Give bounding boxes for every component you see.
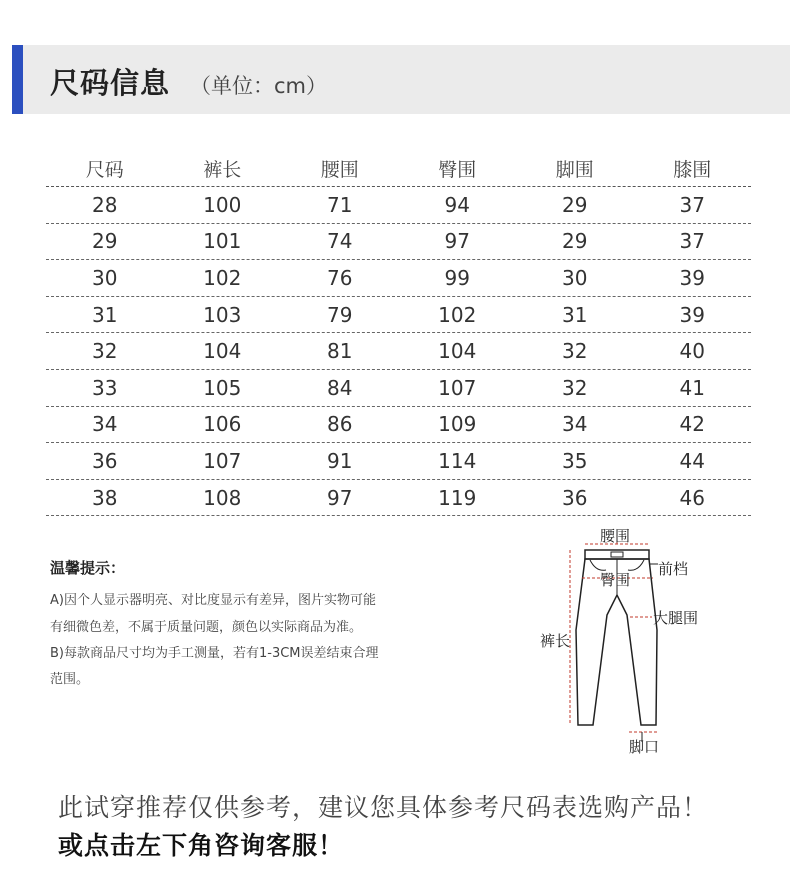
table-cell: 31 <box>92 302 118 327</box>
table-cell: 46 <box>679 485 705 510</box>
table-cell: 74 <box>327 229 353 254</box>
table-cell: 119 <box>438 485 477 510</box>
table-cell: 31 <box>562 302 588 327</box>
table-row <box>46 333 751 370</box>
table-cell: 100 <box>203 192 242 217</box>
table-cell: 38 <box>92 485 118 510</box>
table-cell: 71 <box>327 192 353 217</box>
table-cell: 109 <box>438 412 477 437</box>
table-cell: 76 <box>327 265 353 290</box>
table-cell: 30 <box>562 265 588 290</box>
table-cell: 36 <box>92 448 118 473</box>
tip-line: 范围。 <box>50 672 90 687</box>
table-cell: 42 <box>679 412 705 437</box>
table-row <box>46 260 751 297</box>
table-header-row <box>46 150 751 187</box>
diagram-label-waist: 腰围 <box>600 527 631 545</box>
table-body <box>46 187 751 516</box>
table-cell: 29 <box>92 229 118 254</box>
column-header: 臀围 <box>438 158 477 181</box>
table-row <box>46 297 751 334</box>
table-cell: 108 <box>203 485 242 510</box>
column-header: 腰围 <box>320 158 359 181</box>
table-row <box>46 443 751 480</box>
table-cell: 29 <box>562 192 588 217</box>
table-cell: 33 <box>92 375 118 400</box>
tip-line: A)因个人显示器明亮、对比度显示有差异，图片实物可能 <box>50 593 376 608</box>
diagram-label-length: 裤长 <box>540 632 571 650</box>
table-cell: 34 <box>562 412 588 437</box>
table-cell: 29 <box>562 229 588 254</box>
footer-contact-prompt: 或点击左下角咨询客服！ <box>58 831 345 860</box>
table-cell: 104 <box>438 339 477 364</box>
column-header: 膝围 <box>673 158 712 181</box>
table-cell: 36 <box>562 485 588 510</box>
table-cell: 79 <box>327 302 353 327</box>
table-cell: 86 <box>327 412 353 437</box>
table-cell: 41 <box>679 375 705 400</box>
table-cell: 101 <box>203 229 242 254</box>
table-cell: 103 <box>203 302 242 327</box>
table-cell: 39 <box>679 302 705 327</box>
table-row <box>46 187 751 224</box>
table-cell: 105 <box>203 375 242 400</box>
size-table <box>46 150 751 516</box>
column-header: 裤长 <box>203 158 242 181</box>
table-cell: 32 <box>92 339 118 364</box>
table-cell: 39 <box>679 265 705 290</box>
table-cell: 35 <box>562 448 588 473</box>
header-accent-bar <box>12 45 23 114</box>
table-cell: 84 <box>327 375 353 400</box>
table-cell: 30 <box>92 265 118 290</box>
table-cell: 99 <box>444 265 470 290</box>
table-cell: 34 <box>92 412 118 437</box>
table-row <box>46 407 751 444</box>
diagram-label-hem: 脚口 <box>629 738 660 756</box>
table-cell: 32 <box>562 375 588 400</box>
table-cell: 32 <box>562 339 588 364</box>
table-cell: 81 <box>327 339 353 364</box>
table-cell: 107 <box>203 448 242 473</box>
tips-title: 温馨提示： <box>50 559 126 577</box>
table-cell: 114 <box>438 448 477 473</box>
table-row <box>46 370 751 407</box>
table-cell: 97 <box>444 229 470 254</box>
unit-note: （单位：cm） <box>190 74 328 98</box>
table-cell: 97 <box>327 485 353 510</box>
pants-measurement-diagram <box>530 520 730 760</box>
section-header <box>12 45 790 114</box>
diagram-label-hip: 臀围 <box>600 571 631 589</box>
table-cell: 104 <box>203 339 242 364</box>
table-cell: 37 <box>679 192 705 217</box>
table-cell: 44 <box>679 448 705 473</box>
column-header: 脚围 <box>555 158 594 181</box>
diagram-label-front-rise: 前档 <box>658 560 689 578</box>
table-row <box>46 224 751 261</box>
section-title: 尺码信息 <box>50 66 171 100</box>
table-cell: 102 <box>203 265 242 290</box>
diagram-label-thigh: 大腿围 <box>653 609 699 627</box>
table-cell: 91 <box>327 448 353 473</box>
footer-recommendation: 此试穿推荐仅供参考，建议您具体参考尺码表选购产品！ <box>58 793 709 822</box>
table-row <box>46 480 751 517</box>
table-cell: 107 <box>438 375 477 400</box>
tip-line: 有细微色差，不属于质量问题，颜色以实际商品为准。 <box>50 620 363 635</box>
table-cell: 37 <box>679 229 705 254</box>
table-cell: 40 <box>679 339 705 364</box>
table-cell: 94 <box>444 192 470 217</box>
tip-line: B)每款商品尺寸均为手工测量，若有1-3CM误差结束合理 <box>50 646 379 661</box>
table-cell: 106 <box>203 412 242 437</box>
table-cell: 102 <box>438 302 477 327</box>
table-cell: 28 <box>92 192 118 217</box>
column-header: 尺码 <box>85 158 124 181</box>
